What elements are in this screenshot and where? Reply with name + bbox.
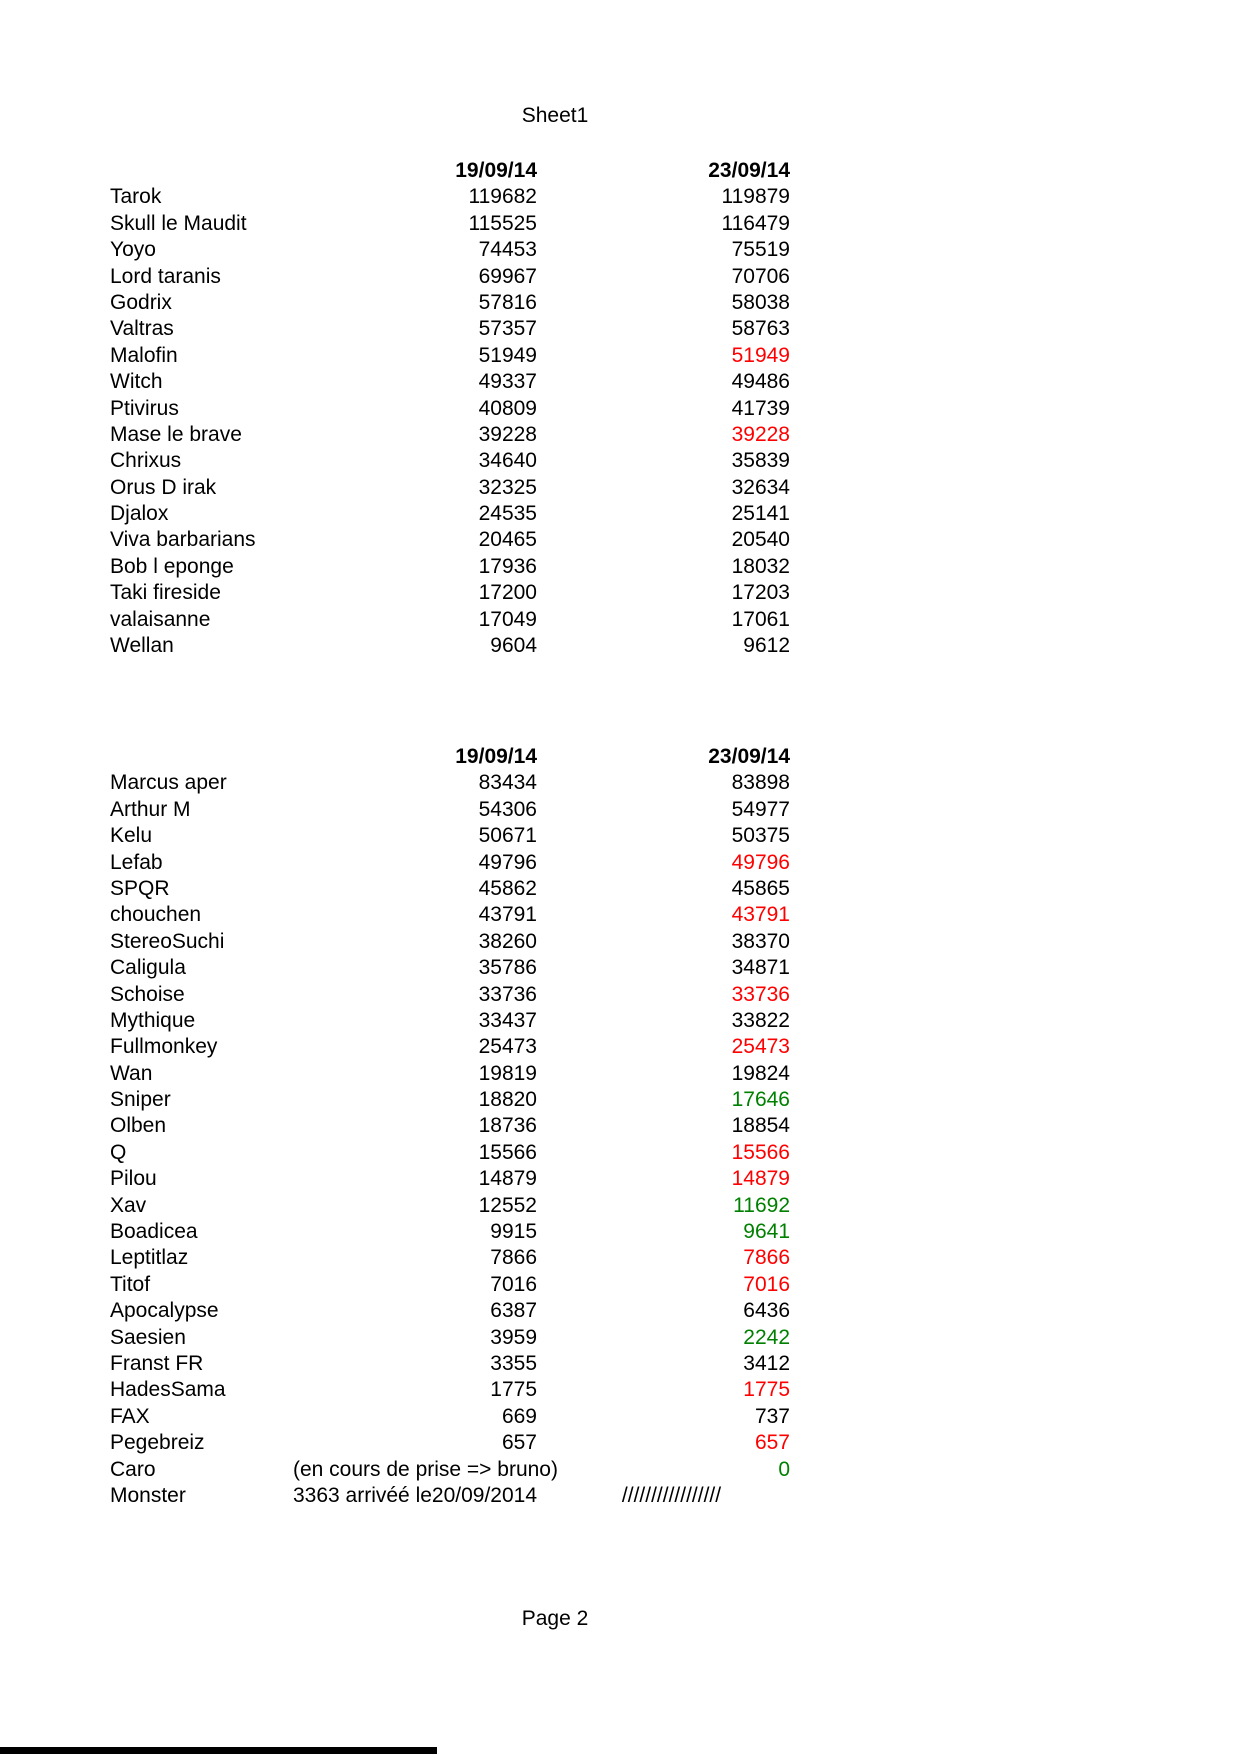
table-row bbox=[110, 607, 798, 633]
table-row bbox=[110, 396, 798, 422]
value-date1: 32325 bbox=[478, 475, 537, 499]
value-date1: 39228 bbox=[478, 422, 537, 446]
player-name: Valtras bbox=[110, 317, 174, 341]
value-date1: 49796 bbox=[478, 850, 537, 874]
value-date2: 41739 bbox=[731, 396, 790, 420]
player-name: Monster bbox=[110, 1483, 186, 1507]
player-name: Titof bbox=[110, 1272, 151, 1296]
player-name: Boadicea bbox=[110, 1220, 198, 1244]
player-name: HadesSama bbox=[110, 1378, 226, 1402]
table-row bbox=[110, 1483, 798, 1509]
value-date2: 9612 bbox=[743, 634, 790, 658]
value-date1: 119682 bbox=[468, 185, 537, 209]
value-date1: 45862 bbox=[478, 876, 537, 900]
value-date2: 34871 bbox=[731, 956, 790, 980]
player-name: chouchen bbox=[110, 903, 202, 927]
player-name: Mythique bbox=[110, 1008, 196, 1032]
value-date1: 3355 bbox=[490, 1351, 537, 1375]
value-date2: 17203 bbox=[731, 581, 790, 605]
value-date1: 17200 bbox=[478, 581, 537, 605]
player-name: Chrixus bbox=[110, 449, 182, 473]
date-header-row bbox=[110, 744, 798, 770]
table-row bbox=[110, 1377, 798, 1403]
value-date1: 7016 bbox=[490, 1272, 537, 1296]
player-name: Leptitlaz bbox=[110, 1246, 189, 1270]
value-date2: 38370 bbox=[731, 929, 790, 953]
value-date1: 17049 bbox=[478, 607, 537, 631]
player-name: Ptivirus bbox=[110, 396, 179, 420]
value-date2: 116479 bbox=[721, 211, 790, 235]
score-table-bottom bbox=[110, 744, 798, 1509]
player-name: Witch bbox=[110, 370, 163, 394]
value-date2: 51949 bbox=[731, 343, 790, 367]
value-date1: 669 bbox=[501, 1404, 537, 1428]
player-name: Bob l eponge bbox=[110, 554, 234, 578]
value-date1: 43791 bbox=[478, 903, 537, 927]
player-name: Viva barbarians bbox=[110, 528, 256, 552]
table-row bbox=[110, 902, 798, 928]
value-date1: 57357 bbox=[478, 317, 537, 341]
value-date2: 33736 bbox=[731, 982, 790, 1006]
value-date2: 49796 bbox=[731, 850, 790, 874]
player-name: Pilou bbox=[110, 1167, 157, 1191]
value-date1: 33736 bbox=[478, 982, 537, 1006]
bottom-edge-bar bbox=[0, 1747, 437, 1754]
value-date2: 25473 bbox=[731, 1035, 790, 1059]
table-row bbox=[110, 633, 798, 659]
player-name: Sniper bbox=[110, 1088, 171, 1112]
empty-header-cell bbox=[110, 744, 293, 770]
value-date1: 6387 bbox=[490, 1299, 537, 1323]
value-date1: 18736 bbox=[478, 1114, 537, 1138]
player-name: StereoSuchi bbox=[110, 929, 225, 953]
value-date2: 3412 bbox=[743, 1351, 790, 1375]
table-row bbox=[110, 1008, 798, 1034]
value-date1: 20465 bbox=[478, 528, 537, 552]
table-row bbox=[110, 501, 798, 527]
table-row bbox=[110, 343, 798, 369]
table-row bbox=[110, 448, 798, 474]
value-date2: 7866 bbox=[743, 1246, 790, 1270]
value-date1: 34640 bbox=[478, 449, 537, 473]
player-name: Mase le brave bbox=[110, 422, 242, 446]
table-row bbox=[110, 290, 798, 316]
value-date1: 19819 bbox=[478, 1061, 537, 1085]
value-date1: 17936 bbox=[478, 554, 537, 578]
table-row bbox=[110, 1298, 798, 1324]
player-name: Saesien bbox=[110, 1325, 186, 1349]
player-name: Caligula bbox=[110, 956, 186, 980]
value-date1: 9915 bbox=[490, 1220, 537, 1244]
table-row bbox=[110, 1245, 798, 1271]
table-row bbox=[110, 1061, 798, 1087]
value-date2: 14879 bbox=[731, 1167, 790, 1191]
table-row bbox=[110, 211, 798, 237]
value-date1: 9604 bbox=[490, 634, 537, 658]
player-name: Wellan bbox=[110, 634, 174, 658]
table-row bbox=[110, 237, 798, 263]
player-name: Schoise bbox=[110, 982, 185, 1006]
value-date2: 35839 bbox=[731, 449, 790, 473]
value-date2: 7016 bbox=[743, 1272, 790, 1296]
value-date1: 24535 bbox=[478, 502, 537, 526]
page-number-footer: Page 2 bbox=[521, 1607, 589, 1630]
date-header-col1: 19/09/14 bbox=[455, 159, 537, 182]
table-row bbox=[110, 422, 798, 448]
value-date2: 54977 bbox=[731, 797, 790, 821]
player-name: Caro bbox=[110, 1457, 156, 1481]
table-row bbox=[110, 1219, 798, 1245]
table-row bbox=[110, 527, 798, 553]
value-date1: 74453 bbox=[478, 238, 537, 262]
player-name: Lord taranis bbox=[110, 264, 221, 288]
value-date2: 83898 bbox=[731, 771, 790, 795]
table-row bbox=[110, 1404, 798, 1430]
value-date2: 70706 bbox=[731, 264, 790, 288]
value-date1: 14879 bbox=[478, 1167, 537, 1191]
player-name: SPQR bbox=[110, 876, 170, 900]
table-row bbox=[110, 1193, 798, 1219]
date-header-col2: 23/09/14 bbox=[708, 745, 790, 768]
player-name: Skull le Maudit bbox=[110, 211, 247, 235]
value-date2: 50375 bbox=[731, 824, 790, 848]
value-date1: 12552 bbox=[478, 1193, 537, 1217]
value-date1: 15566 bbox=[478, 1140, 537, 1164]
table-row bbox=[110, 369, 798, 395]
value-date2: 19824 bbox=[731, 1061, 790, 1085]
value-date2: 39228 bbox=[731, 422, 790, 446]
player-name: Yoyo bbox=[110, 238, 156, 262]
value-date2: 18854 bbox=[731, 1114, 790, 1138]
value-date2: 119879 bbox=[721, 185, 790, 209]
value-date1: 69967 bbox=[478, 264, 537, 288]
player-name: Arthur M bbox=[110, 797, 191, 821]
value-date2: 18032 bbox=[731, 554, 790, 578]
table-row bbox=[110, 1272, 798, 1298]
value-date2: 6436 bbox=[743, 1299, 790, 1323]
table-row bbox=[110, 580, 798, 606]
table-row bbox=[110, 264, 798, 290]
table-row bbox=[110, 955, 798, 981]
player-name: FAX bbox=[110, 1404, 150, 1428]
table-row bbox=[110, 1140, 798, 1166]
value-date2: 737 bbox=[754, 1404, 790, 1428]
value-date2: 49486 bbox=[731, 370, 790, 394]
score-table-top bbox=[110, 158, 798, 659]
value-date2: 58763 bbox=[731, 317, 790, 341]
player-name: Kelu bbox=[110, 824, 153, 848]
table-row bbox=[110, 982, 798, 1008]
value-date1: 51949 bbox=[478, 343, 537, 367]
player-name: Apocalypse bbox=[110, 1299, 219, 1323]
value-date2: 0 bbox=[778, 1457, 790, 1481]
value-date2: 17646 bbox=[731, 1088, 790, 1112]
player-name: Fullmonkey bbox=[110, 1035, 218, 1059]
player-name: Djalox bbox=[110, 502, 169, 526]
player-name: Franst FR bbox=[110, 1351, 204, 1375]
empty-header-cell bbox=[110, 158, 293, 184]
table-row bbox=[110, 929, 798, 955]
value-date2: 15566 bbox=[731, 1140, 790, 1164]
table-row bbox=[110, 554, 798, 580]
value-date1: 3363 arrivéé le20/09/2014 bbox=[293, 1483, 538, 1507]
player-name: Tarok bbox=[110, 185, 162, 209]
table-row bbox=[110, 876, 798, 902]
value-date2: 25141 bbox=[731, 502, 790, 526]
date-header-row bbox=[110, 158, 798, 184]
value-date1: 57816 bbox=[478, 290, 537, 314]
value-date1: 18820 bbox=[478, 1088, 537, 1112]
value-date2: 20540 bbox=[731, 528, 790, 552]
table-row bbox=[110, 850, 798, 876]
value-date1: 33437 bbox=[478, 1008, 537, 1032]
player-name: Olben bbox=[110, 1114, 167, 1138]
table-row bbox=[110, 770, 798, 796]
player-name: Marcus aper bbox=[110, 771, 227, 795]
table-row bbox=[110, 1325, 798, 1351]
value-date1: 657 bbox=[501, 1431, 537, 1455]
value-date1: 50671 bbox=[478, 824, 537, 848]
value-date2: 9641 bbox=[743, 1220, 790, 1244]
table-row bbox=[110, 475, 798, 501]
table-row bbox=[110, 797, 798, 823]
table-row bbox=[110, 823, 798, 849]
value-date2: 1775 bbox=[743, 1378, 790, 1402]
date-header-col2: 23/09/14 bbox=[708, 159, 790, 182]
value-date2: 43791 bbox=[731, 903, 790, 927]
table-row bbox=[110, 1087, 798, 1113]
player-name: Malofin bbox=[110, 343, 178, 367]
player-name: Lefab bbox=[110, 850, 163, 874]
value-date1: (en cours de prise => bruno) bbox=[293, 1457, 558, 1481]
table-row bbox=[110, 1113, 798, 1139]
value-date2: 32634 bbox=[731, 475, 790, 499]
value-date1: 83434 bbox=[478, 771, 537, 795]
table-row bbox=[110, 1430, 798, 1456]
value-date1: 1775 bbox=[490, 1378, 537, 1402]
value-date2: 45865 bbox=[731, 876, 790, 900]
table-row bbox=[110, 1351, 798, 1377]
value-date1: 49337 bbox=[478, 370, 537, 394]
player-name: Godrix bbox=[110, 290, 172, 314]
value-date1: 25473 bbox=[478, 1035, 537, 1059]
value-date2: 33822 bbox=[731, 1008, 790, 1032]
value-date1: 40809 bbox=[478, 396, 537, 420]
value-date2: 2242 bbox=[743, 1325, 790, 1349]
table-row bbox=[110, 184, 798, 210]
value-date1: 35786 bbox=[478, 956, 537, 980]
value-date2: 58038 bbox=[731, 290, 790, 314]
player-name: Taki fireside bbox=[110, 581, 221, 605]
value-date2: 17061 bbox=[731, 607, 790, 631]
table-row bbox=[110, 1166, 798, 1192]
player-name: valaisanne bbox=[110, 607, 211, 631]
value-date1: 7866 bbox=[490, 1246, 537, 1270]
player-name: Orus D irak bbox=[110, 475, 217, 499]
value-date1: 54306 bbox=[478, 797, 537, 821]
player-name: Q bbox=[110, 1140, 127, 1164]
date-header-col1: 19/09/14 bbox=[455, 745, 537, 768]
value-date2: ///////////////// bbox=[621, 1483, 722, 1507]
value-date2: 11692 bbox=[733, 1193, 790, 1217]
table-row bbox=[110, 316, 798, 342]
value-date1: 38260 bbox=[478, 929, 537, 953]
value-date2: 75519 bbox=[731, 238, 790, 262]
value-date1: 3959 bbox=[490, 1325, 537, 1349]
value-date1: 115525 bbox=[468, 211, 537, 235]
table-row bbox=[110, 1457, 798, 1483]
player-name: Xav bbox=[110, 1193, 147, 1217]
sheet-title: Sheet1 bbox=[521, 104, 589, 127]
player-name: Wan bbox=[110, 1061, 153, 1085]
value-date2: 657 bbox=[754, 1431, 790, 1455]
player-name: Pegebreiz bbox=[110, 1431, 205, 1455]
table-row bbox=[110, 1034, 798, 1060]
